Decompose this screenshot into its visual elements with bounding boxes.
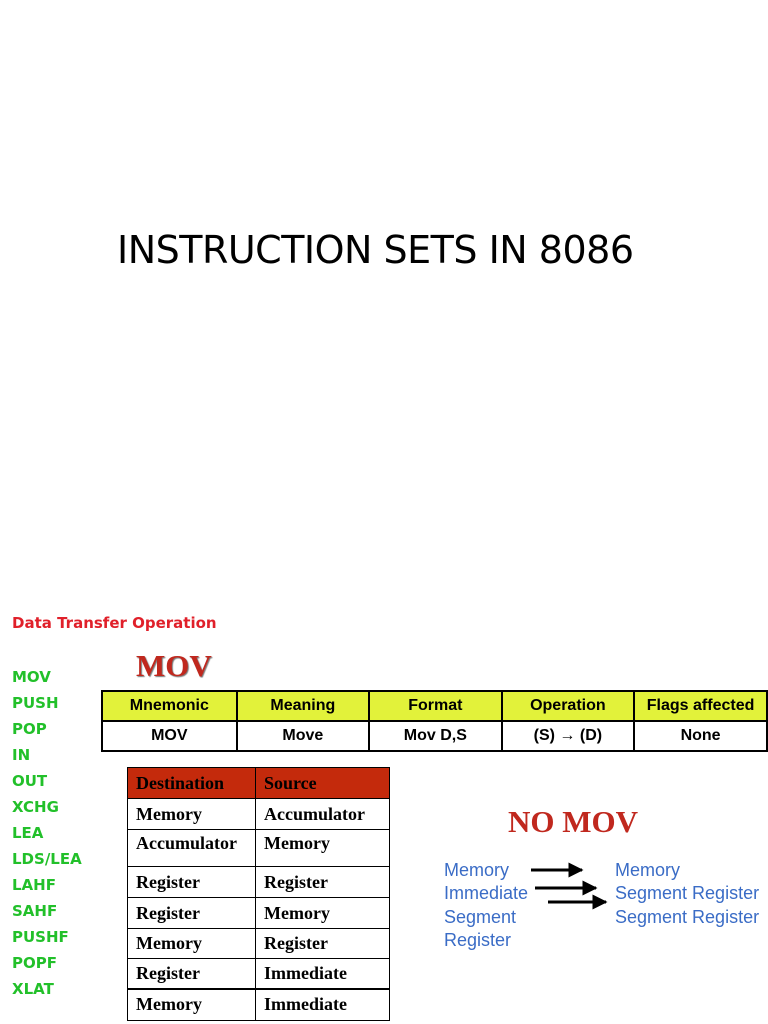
table-header-row xyxy=(128,768,390,799)
column-header-flags: Flags affected xyxy=(634,691,767,721)
data-transfer-slide xyxy=(0,590,768,1024)
cell-mnemonic: MOV xyxy=(102,721,237,751)
table-row xyxy=(128,867,390,898)
instruction-item: OUT xyxy=(12,772,48,790)
table-row xyxy=(128,989,390,1021)
table-row xyxy=(128,959,390,989)
cell-meaning: Move xyxy=(237,721,370,751)
no-mov-heading: NO MOV xyxy=(508,804,639,839)
cell-format: Mov D,S xyxy=(369,721,501,751)
instruction-item: XCHG xyxy=(12,798,59,816)
column-header-meaning: Meaning xyxy=(237,691,370,721)
cell-source: Register xyxy=(256,867,390,898)
table-row xyxy=(102,721,767,751)
instruction-item: LAHF xyxy=(12,876,56,894)
cell-source: Memory xyxy=(256,898,390,929)
instruction-item: PUSHF xyxy=(12,928,69,946)
section-title: Data Transfer Operation xyxy=(12,614,217,632)
column-header-operation: Operation xyxy=(502,691,635,721)
cell-source: Memory xyxy=(256,830,390,867)
cell-destination: Accumulator xyxy=(128,830,256,867)
cell-flags: None xyxy=(634,721,767,751)
no-mov-right-label: Segment Register xyxy=(615,907,760,927)
no-mov-left-label: Immediate xyxy=(444,883,529,903)
mov-summary-table xyxy=(101,690,768,752)
table-row xyxy=(128,898,390,929)
instruction-item: PUSH xyxy=(12,694,59,712)
no-mov-right-label: Segment Register xyxy=(615,883,760,903)
cell-destination: Memory xyxy=(128,929,256,959)
no-mov-left-label: Memory xyxy=(444,860,510,880)
cell-destination: Register xyxy=(128,959,256,989)
instruction-item: POP xyxy=(12,720,47,738)
no-mov-left-label: Segment xyxy=(444,907,517,927)
cell-destination: Register xyxy=(128,867,256,898)
table-row xyxy=(128,799,390,830)
table-row xyxy=(128,830,390,867)
instruction-item: LEA xyxy=(12,824,44,842)
column-header-source: Source xyxy=(256,768,390,799)
column-header-mnemonic: Mnemonic xyxy=(102,691,237,721)
cell-destination: Register xyxy=(128,898,256,929)
no-mov-right-label: Memory xyxy=(615,860,681,880)
instruction-list xyxy=(12,664,82,1002)
cell-source: Accumulator xyxy=(256,799,390,830)
column-header-format: Format xyxy=(369,691,501,721)
instruction-item: IN xyxy=(12,746,31,764)
no-mov-left-label: Register xyxy=(444,930,512,950)
cell-operation: (S) → (D) xyxy=(502,721,635,751)
instruction-item: LDS/LEA xyxy=(12,850,82,868)
cell-destination: Memory xyxy=(128,989,256,1021)
page-title: INSTRUCTION SETS IN 8086 xyxy=(117,228,634,272)
column-header-destination: Destination xyxy=(128,768,256,799)
instruction-item: SAHF xyxy=(12,902,58,920)
instruction-item: MOV xyxy=(12,668,51,686)
cell-source: Register xyxy=(256,929,390,959)
cell-source: Immediate xyxy=(256,959,390,989)
instruction-item: POPF xyxy=(12,954,57,972)
table-header-row xyxy=(102,691,767,721)
destination-source-table xyxy=(127,767,390,1021)
table-row xyxy=(128,929,390,959)
mov-heading: MOV xyxy=(136,648,212,683)
cell-source: Immediate xyxy=(256,989,390,1021)
instruction-item: XLAT xyxy=(12,980,54,998)
cell-destination: Memory xyxy=(128,799,256,830)
